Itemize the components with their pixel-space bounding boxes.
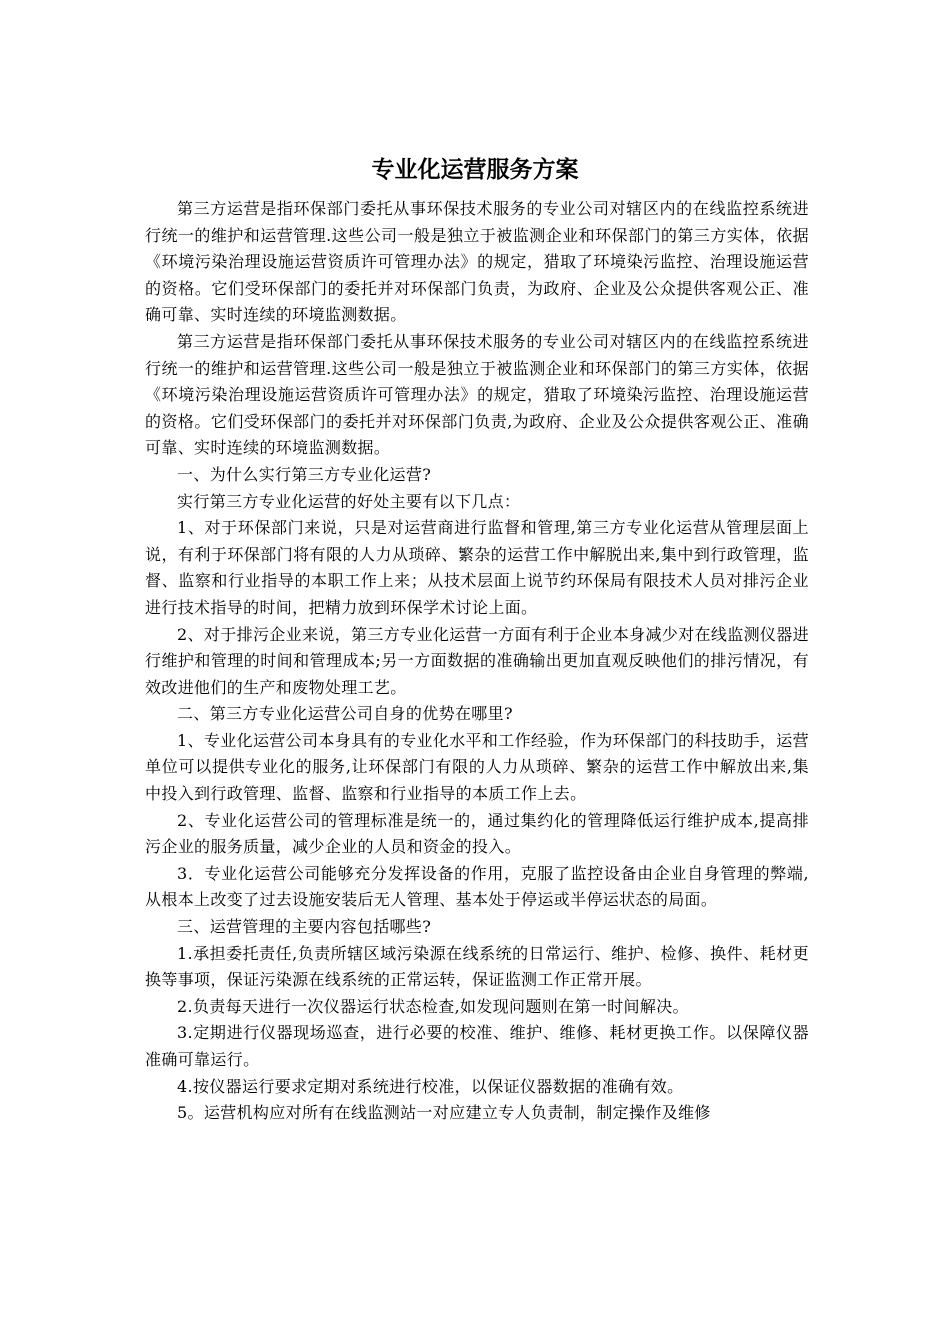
list-item: 3.定期进行仪器现场巡查，进行必要的校准、维护、维修、耗材更换工作。以保障仪器准确可靠运行。 [145, 1023, 809, 1069]
document-body [145, 196, 809, 1127]
list-item: 1、对于环保部门来说，只是对运营商进行监督和管理,第三方专业化运营从管理层面上说，有利于环保部门将有限的人力从琐碎、繁杂的运营工作中解脱出来,集中到行政管理，监督、监察和行业指导的本职工作上来；从技术层面上说节约环保局有限技术人员对排污企业进行技术指导的时间，把精力放到环保学术讨论上面。 [145, 518, 809, 617]
list-item: 2、专业化运营公司的管理标准是统一的，通过集约化的管理降低运行维护成本,提高排污企业的服务质量，减少企业的人员和资金的投入。 [145, 810, 809, 857]
document-title: 专业化运营服务方案 [371, 157, 579, 183]
list-item: 1、专业化运营公司本身具有的专业化水平和工作经验，作为环保部门的科技助手，运营单位可以提供专业化的服务,让环保部门有限的人力从琐碎、繁杂的运营工作中解放出来,集中投入到行政管理、监督、监察和行业指导的本质工作上去。 [145, 730, 809, 804]
paragraph: 实行第三方专业化运营的好处主要有以下几点： [177, 491, 521, 511]
section-heading-1: 一、为什么实行第三方专业化运营? [177, 464, 432, 484]
list-item: 1.承担委托责任,负责所辖区域污染源在线系统的日常运行、维护、检修、换件、耗材更换等事项，保证污染源在线系统的正常运转，保证监测工作正常开展。 [145, 943, 809, 990]
list-item: 5。运营机构应对所有在线监测站一对应建立专人负责制，制定操作及维修 [177, 1103, 711, 1123]
list-item: 3．专业化运营公司能够充分发挥设备的作用，克服了监控设备由企业自身管理的弊端,从根本上改变了过去设施安装后无人管理、基本处于停运或半停运状态的局面。 [145, 863, 809, 910]
paragraph-intro-2: 第三方运营是指环保部门委托从事环保技术服务的专业公司对辖区内的在线监控系统进行统一的维护和运营管理.这些公司一般是独立于被监测企业和环保部门的第三方实体，依据《环境污染治理设施运营资质许可管理办法》的规定，猎取了环境染污监控、治理设施运营的资格。它们受环保部门的委托并对环保部门负责,为政府、企业及公众提供客观公正、准确可靠、实时连续的环境监测数据。 [145, 331, 809, 458]
list-item: 2、对于排污企业来说，第三方专业化运营一方面有利于企业本身减少对在线监测仪器进行维护和管理的时间和管理成本;另一方面数据的准确输出更加直观反映他们的排污情况，有效改进他们的生产和废物处理工艺。 [145, 624, 809, 697]
section-heading-3: 三、运营管理的主要内容包括哪些? [177, 917, 432, 937]
list-item: 2.负责每天进行一次仪器运行状态检查,如发现问题则在第一时间解决。 [177, 996, 689, 1016]
list-item: 4.按仪器运行要求定期对系统进行校准，以保证仪器数据的准确有效。 [177, 1076, 684, 1096]
paragraph-intro-1: 第三方运营是指环保部门委托从事环保技术服务的专业公司对辖区内的在线监控系统进行统一的维护和运营管理.这些公司一般是独立于被监测企业和环保部门的第三方实体，依据《环境污染治理设施运营资质许可管理办法》的规定，猎取了环境染污监控、治理设施运营的资格。它们受环保部门的委托并对环保部门负责，为政府、企业及公众提供客观公正、准确可靠、实时连续的环境监测数据。 [145, 199, 809, 325]
section-heading-2: 二、第三方专业化运营公司自身的优势在哪里? [177, 704, 513, 724]
